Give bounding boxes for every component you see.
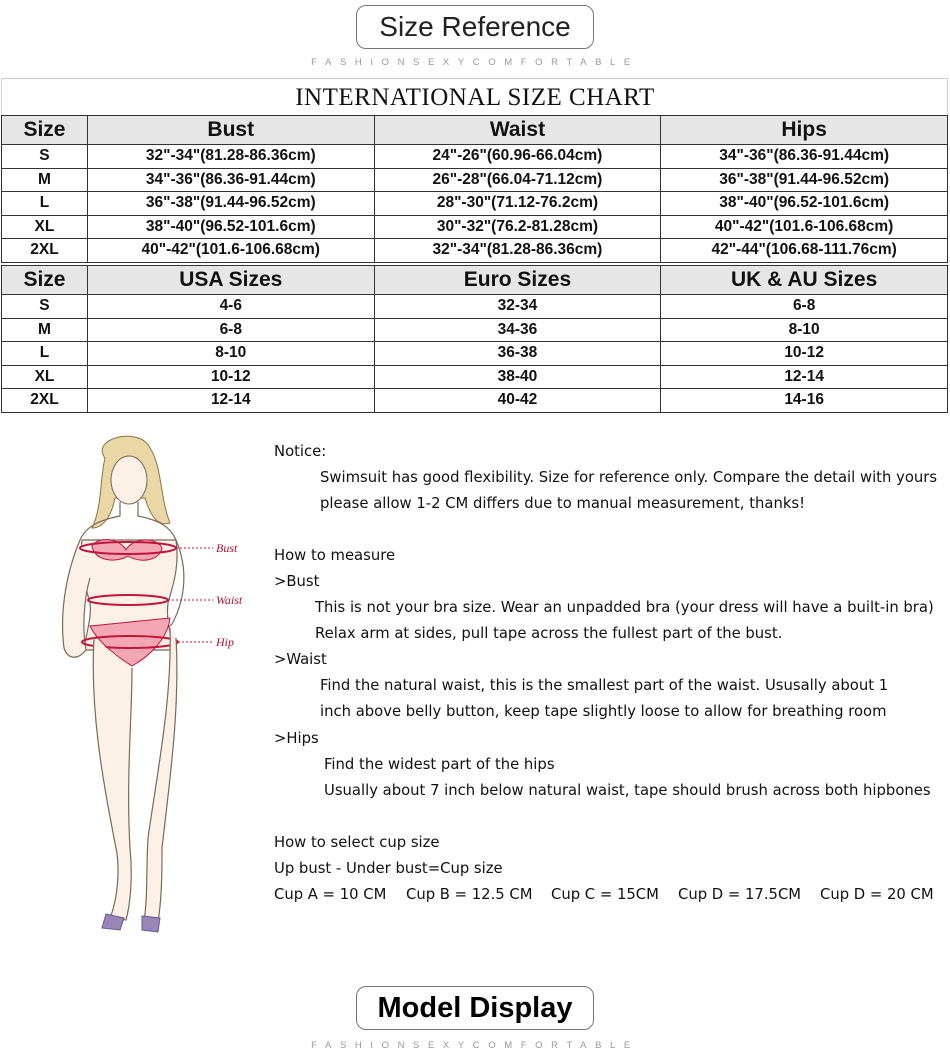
bust-line: This is not your bra size. Wear an unpadded bra (your dress will have a built-in bra) <box>315 599 934 616</box>
header-cell: Euro Sizes <box>374 266 661 295</box>
chart-title: INTERNATIONAL SIZE CHART <box>295 84 655 111</box>
table-header-row <box>2 266 948 295</box>
waist-cell: 30"-32"(76.2-81.28cm) <box>374 215 661 239</box>
bust-cell: 36"-38"(91.44-96.52cm) <box>87 192 374 216</box>
size-cell: 2XL <box>2 389 88 413</box>
waist-cell: 26"-28"(66.04-71.12cm) <box>374 168 661 192</box>
cup-formula: Up bust - Under bust=Cup size <box>274 860 503 877</box>
right-leg <box>144 628 177 922</box>
uk-au-cell: 14-16 <box>661 389 948 413</box>
table-row <box>2 295 948 319</box>
brand-tagline: FASHIONSEXYCOMFORTABLE <box>311 57 639 68</box>
waist-line: Find the natural waist, this is the smallest part of the waist. Ususally about 1 <box>320 677 889 694</box>
left-leg <box>93 638 132 920</box>
hips-line: Find the widest part of the hips <box>324 756 555 773</box>
size-reference-heading <box>356 5 594 49</box>
table-row <box>2 215 948 239</box>
hip-label: Hip <box>216 635 234 649</box>
waist-heading: >Waist <box>274 651 327 668</box>
euro-cell: 40-42 <box>374 389 661 413</box>
waist-cell: 28"-30"(71.12-76.2cm) <box>374 192 661 216</box>
waist-cell: 24"-26"(60.96-66.04cm) <box>374 145 661 169</box>
size-cell: 2XL <box>2 239 88 263</box>
usa-cell: 4-6 <box>87 295 374 319</box>
uk-au-cell: 6-8 <box>661 295 948 319</box>
cup-size-d2: Cup D = 20 CM <box>820 886 934 903</box>
body-measurement-table <box>1 115 948 263</box>
euro-cell: 34-36 <box>374 318 661 342</box>
table-header-row <box>2 116 948 145</box>
size-cell: M <box>2 318 88 342</box>
size-cell: L <box>2 342 88 366</box>
cup-heading: How to select cup size <box>274 834 440 851</box>
right-shoe <box>142 916 160 932</box>
hips-cell: 34"-36"(86.36-91.44cm) <box>661 145 948 169</box>
table-row <box>2 365 948 389</box>
usa-cell: 10-12 <box>87 365 374 389</box>
header-cell: Waist <box>374 116 661 145</box>
measurement-figure-illustration <box>20 428 260 933</box>
usa-cell: 8-10 <box>87 342 374 366</box>
model-display-title: Model Display <box>377 991 573 1024</box>
waist-line: inch above belly button, keep tape slightly loose to allow for breathing room <box>320 703 887 720</box>
header-cell: Size <box>2 116 88 145</box>
notice-line: please allow 1-2 CM differs due to manual measurement, thanks! <box>320 495 806 512</box>
table-row <box>2 318 948 342</box>
table-row <box>2 145 948 169</box>
brand-tagline-footer: FASHIONSEXYCOMFORTABLE <box>311 1040 639 1051</box>
header-cell: Size <box>2 266 88 295</box>
usa-cell: 6-8 <box>87 318 374 342</box>
table-row <box>2 342 948 366</box>
header-cell: Hips <box>661 116 948 145</box>
hips-cell: 36"-38"(91.44-96.52cm) <box>661 168 948 192</box>
measure-heading: How to measure <box>274 547 396 564</box>
face-shape <box>111 456 147 504</box>
size-cell: XL <box>2 365 88 389</box>
hips-cell: 40"-42"(101.6-106.68cm) <box>661 215 948 239</box>
model-display-heading <box>356 986 594 1030</box>
bust-cell: 40"-42"(101.6-106.68cm) <box>87 239 374 263</box>
notice-line: Swimsuit has good flexibility. Size for reference only. Compare the detail with yours <box>320 469 938 486</box>
usa-cell: 12-14 <box>87 389 374 413</box>
euro-cell: 38-40 <box>374 365 661 389</box>
bust-line: Relax arm at sides, pull tape across the fullest part of the bust. <box>315 625 783 642</box>
hips-cell: 42"-44"(106.68-111.76cm) <box>661 239 948 263</box>
size-cell: S <box>2 145 88 169</box>
notice-heading: Notice: <box>274 443 327 460</box>
size-cell: L <box>2 192 88 216</box>
waist-cell: 32"-34"(81.28-86.36cm) <box>374 239 661 263</box>
euro-cell: 32-34 <box>374 295 661 319</box>
hips-line: Usually about 7 inch below natural waist, tape should brush across both hipbones <box>324 782 931 799</box>
size-cell: M <box>2 168 88 192</box>
hips-heading: >Hips <box>274 730 319 747</box>
euro-cell: 36-38 <box>374 342 661 366</box>
bust-cell: 32"-34"(81.28-86.36cm) <box>87 145 374 169</box>
cup-size-b: Cup B = 12.5 CM <box>406 886 533 903</box>
uk-au-cell: 12-14 <box>661 365 948 389</box>
size-conversion-table <box>1 265 948 413</box>
size-cell: XL <box>2 215 88 239</box>
uk-au-cell: 10-12 <box>661 342 948 366</box>
header-cell: USA Sizes <box>87 266 374 295</box>
bust-cell: 38"-40"(96.52-101.6cm) <box>87 215 374 239</box>
cup-size-a: Cup A = 10 CM <box>274 886 387 903</box>
table-row <box>2 389 948 413</box>
bust-cell: 34"-36"(86.36-91.44cm) <box>87 168 374 192</box>
waist-label: Waist <box>216 593 243 607</box>
table-row <box>2 192 948 216</box>
table-row <box>2 168 948 192</box>
bust-heading: >Bust <box>274 573 320 590</box>
cup-size-c: Cup C = 15CM <box>551 886 659 903</box>
size-reference-title: Size Reference <box>379 11 571 42</box>
header-cell: UK & AU Sizes <box>661 266 948 295</box>
cup-size-d1: Cup D = 17.5CM <box>678 886 802 903</box>
hips-cell: 38"-40"(96.52-101.6cm) <box>661 192 948 216</box>
table-row <box>2 239 948 263</box>
size-cell: S <box>2 295 88 319</box>
header-cell: Bust <box>87 116 374 145</box>
bust-label: Bust <box>216 541 238 555</box>
uk-au-cell: 8-10 <box>661 318 948 342</box>
